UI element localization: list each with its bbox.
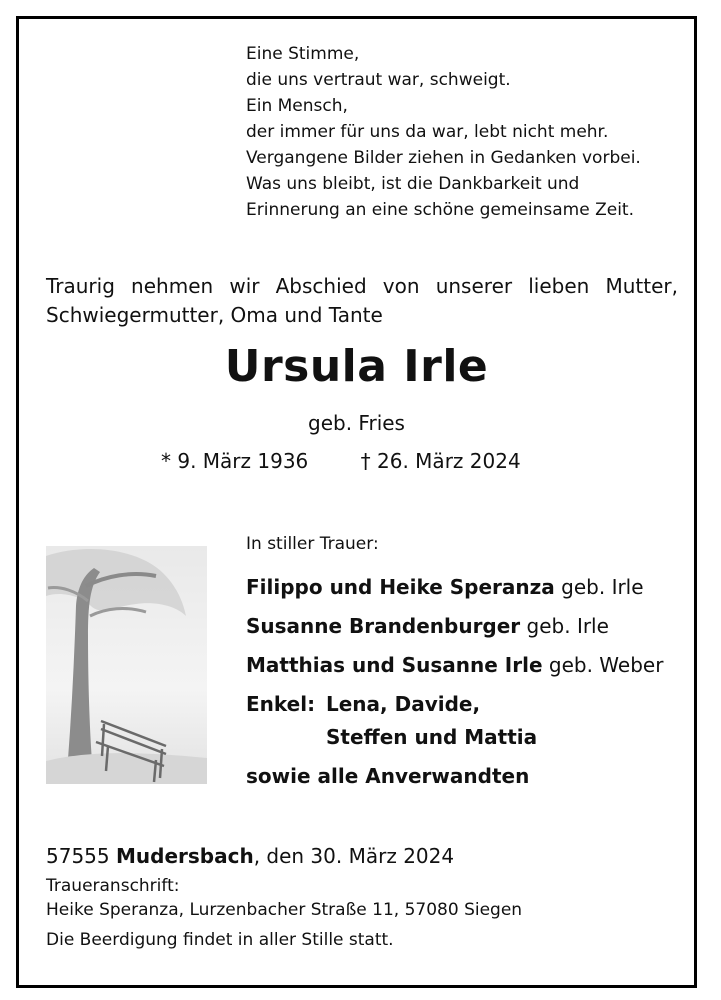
city: Mudersbach <box>115 844 254 868</box>
intro-text <box>46 272 678 330</box>
grandchildren-line-2: Steffen und Mattia <box>326 725 538 749</box>
mourning-address: Heike Speranza, Lurzenbacher Straße 11, 57080 Siegen <box>46 900 523 920</box>
family-names: Filippo und Heike Speranza <box>246 575 555 599</box>
family-names: Susanne Brandenburger <box>246 614 521 638</box>
poem <box>246 41 641 223</box>
mourner-family <box>246 607 663 646</box>
poem-line: die uns vertraut war, schweigt. <box>246 70 511 90</box>
mourners-block <box>246 534 663 796</box>
intro-line-1: Traurig nehmen wir Abschied von unserer lieben Mutter, <box>46 274 678 298</box>
poem-line: Ein Mensch, <box>246 96 348 116</box>
footer <box>46 844 522 952</box>
zip-code: 57555 <box>46 844 110 868</box>
grandchildren-line-1: Lena, Davide, <box>326 692 481 716</box>
family-suffix: geb. Weber <box>542 653 664 677</box>
address-label: Traueranschrift: <box>46 876 180 896</box>
mourners-lead: In stiller Trauer: <box>246 534 379 554</box>
mourner-family <box>246 568 663 607</box>
poem-line: Was uns bleibt, ist die Dankbarkeit und <box>246 174 580 194</box>
notice-date: , den 30. März 2024 <box>253 844 455 868</box>
relatives: sowie alle Anverwandten <box>246 764 530 788</box>
grandchildren-label: Enkel: <box>246 692 316 716</box>
family-suffix: geb. Irle <box>554 575 644 599</box>
mourner-family <box>246 646 663 685</box>
tree-bench-illustration <box>46 546 207 784</box>
family-suffix: geb. Irle <box>520 614 609 638</box>
poem-line: Erinnerung an eine schöne gemeinsame Zeit. <box>246 200 634 220</box>
birth-date: * 9. März 1936 <box>161 449 309 473</box>
intro-line-2: Schwiegermutter, Oma und Tante <box>46 303 383 327</box>
family-names: Matthias und Susanne Irle <box>246 653 543 677</box>
life-dates <box>161 449 521 473</box>
obituary-notice <box>16 16 697 988</box>
deceased-name: Ursula Irle <box>224 341 489 392</box>
poem-line: Vergangene Bilder ziehen in Gedanken vorbei. <box>246 148 641 168</box>
birth-name: geb. Fries <box>308 411 405 435</box>
poem-line: Eine Stimme, <box>246 44 360 64</box>
poem-line: der immer für uns da war, lebt nicht mehr. <box>246 122 609 142</box>
place-date <box>46 844 522 868</box>
death-date: † 26. März 2024 <box>360 449 521 473</box>
funeral-note: Die Beerdigung findet in aller Stille statt. <box>46 930 394 950</box>
